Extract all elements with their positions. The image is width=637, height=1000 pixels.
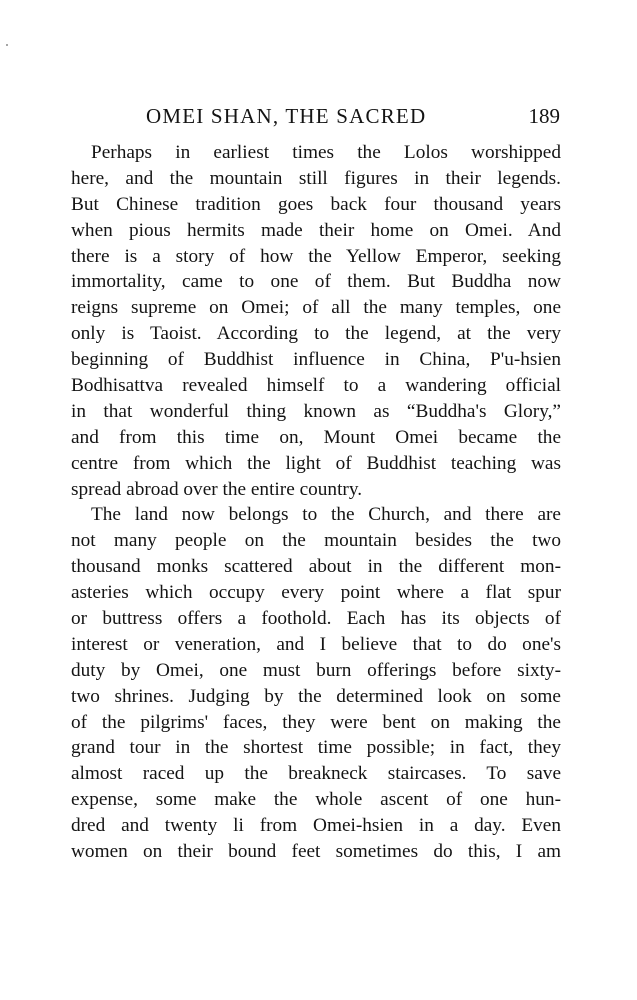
text-line: and from this time on, Mount Omei became the	[71, 426, 561, 448]
text-line: Perhaps in earliest times the Lolos worshipped	[91, 142, 561, 163]
text-line: reigns supreme on Omei; of all the many temples, one	[71, 297, 561, 319]
text-line: immortality, came to one of them. But Buddha now	[71, 271, 561, 293]
text-line: grand tour in the shortest time possible; in fact, they	[71, 737, 561, 759]
text-line: women on their bound feet sometimes do this, I am	[71, 841, 561, 863]
text-line: spread abroad over the entire country.	[71, 478, 363, 500]
text-line: The land now belongs to the Church, and there are	[91, 504, 561, 526]
text-line: not many people on the mountain besides the two	[71, 530, 561, 552]
paragraph-2	[71, 502, 561, 864]
text-line: only is Taoist. According to the legend, at the very	[71, 323, 561, 345]
text-line: duty by Omei, one must burn offerings before sixty-	[71, 659, 561, 681]
body-text	[71, 140, 561, 865]
text-line: dred and twenty li from Omei-hsien in a day. Even	[71, 815, 561, 837]
text-line: or buttress offers a foothold. Each has its objects of	[71, 608, 561, 630]
text-line: thousand monks scattered about in the different mon-	[71, 556, 561, 578]
text-line: of the pilgrims' faces, they were bent on making the	[71, 711, 561, 733]
text-line: asteries which occupy every point where a flat spur	[71, 582, 561, 604]
running-header	[72, 103, 562, 129]
text-line: centre from which the light of Buddhist teaching was	[71, 452, 561, 474]
page-number: 189	[528, 104, 560, 128]
page-speck	[6, 44, 8, 46]
text-line: interest or veneration, and I believe that to do one's	[71, 633, 561, 655]
running-title: OMEI SHAN, THE SACRED	[146, 104, 427, 128]
text-line: expense, some make the whole ascent of one hun-	[71, 789, 561, 811]
text-line: two shrines. Judging by the determined look on some	[71, 685, 561, 707]
paragraph-1	[71, 140, 561, 502]
text-line: almost raced up the breakneck staircases. To save	[71, 763, 561, 785]
text-line: when pious hermits made their home on Omei. And	[71, 219, 561, 241]
text-line: here, and the mountain still figures in their legends.	[71, 167, 561, 189]
text-line: But Chinese tradition goes back four thousand years	[71, 193, 561, 215]
text-line: beginning of Buddhist influence in China, P'u-hsien	[71, 349, 561, 371]
text-line: Bodhisattva revealed himself to a wandering official	[71, 375, 561, 397]
text-line: there is a story of how the Yellow Emperor, seeking	[71, 245, 561, 267]
text-line: in that wonderful thing known as “Buddha's Glory,”	[71, 400, 561, 422]
